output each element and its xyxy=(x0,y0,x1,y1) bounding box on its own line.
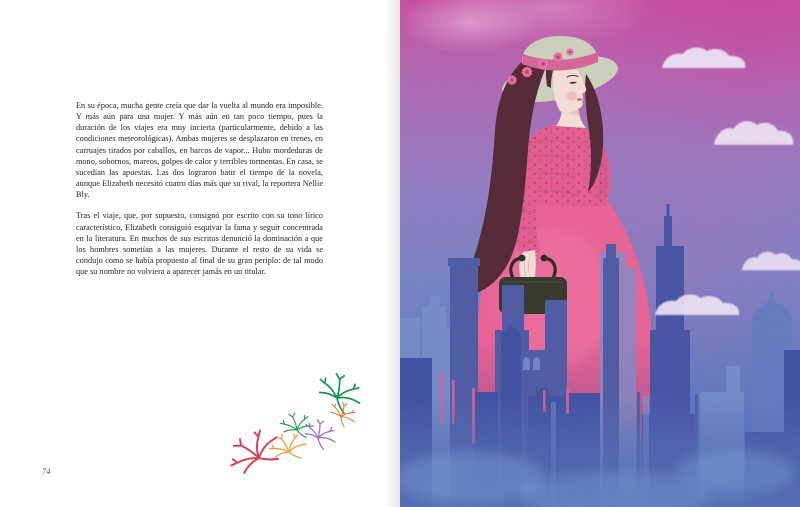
body-paragraph-2: Tras el viaje, que, por supuesto, consignó por escrito con su tono lírico característico, Elizabeth consiguió esquivar la fama y seguir concentrada en la literatura. En muchos de sus escritos denunció la dominación a que los hombres sometían a las mujeres. Durante el resto de su vida se condujo como se había propuesto al final de su gran periplo: de tal modo que su nombre no volviera a aparecer jamás en un titular. xyxy=(76,211,323,277)
sprig-green-small xyxy=(279,408,316,443)
sprig-red xyxy=(224,421,288,486)
sprig-green-fan xyxy=(316,372,363,415)
texture-overlay xyxy=(400,0,800,507)
body-paragraph-1: En su época, mucha gente creía que dar la vuelta al mundo era imposible. Y más aún para una mujer. Y más aún en tan poco tiempo, pues la duración de los viajes era muy incierta (particularmente, debido a las condiciones meteorológicas). Ambas mujeres se desplazaron en trenes, en carruajes tirados por caballos, en barcos de vapor... Hubo mordeduras de mono, sobornos, mareos, golpes de calor y terribles tormentas. En casa, se sucedían las apuestas. Las dos lograron batir el tiempo de la novela, aunque Elizabeth necesitó cuatro días más que su rival, la reportera Nellie Bly. xyxy=(76,101,323,200)
sprig-orange xyxy=(327,400,358,429)
illustration-page xyxy=(400,0,800,507)
sprig-yellow xyxy=(266,426,310,469)
page-number: 74 xyxy=(42,466,51,476)
illustration xyxy=(400,0,800,507)
sprig-purple xyxy=(302,418,337,451)
page-gutter-shadow xyxy=(386,0,400,507)
text-block xyxy=(76,100,323,277)
